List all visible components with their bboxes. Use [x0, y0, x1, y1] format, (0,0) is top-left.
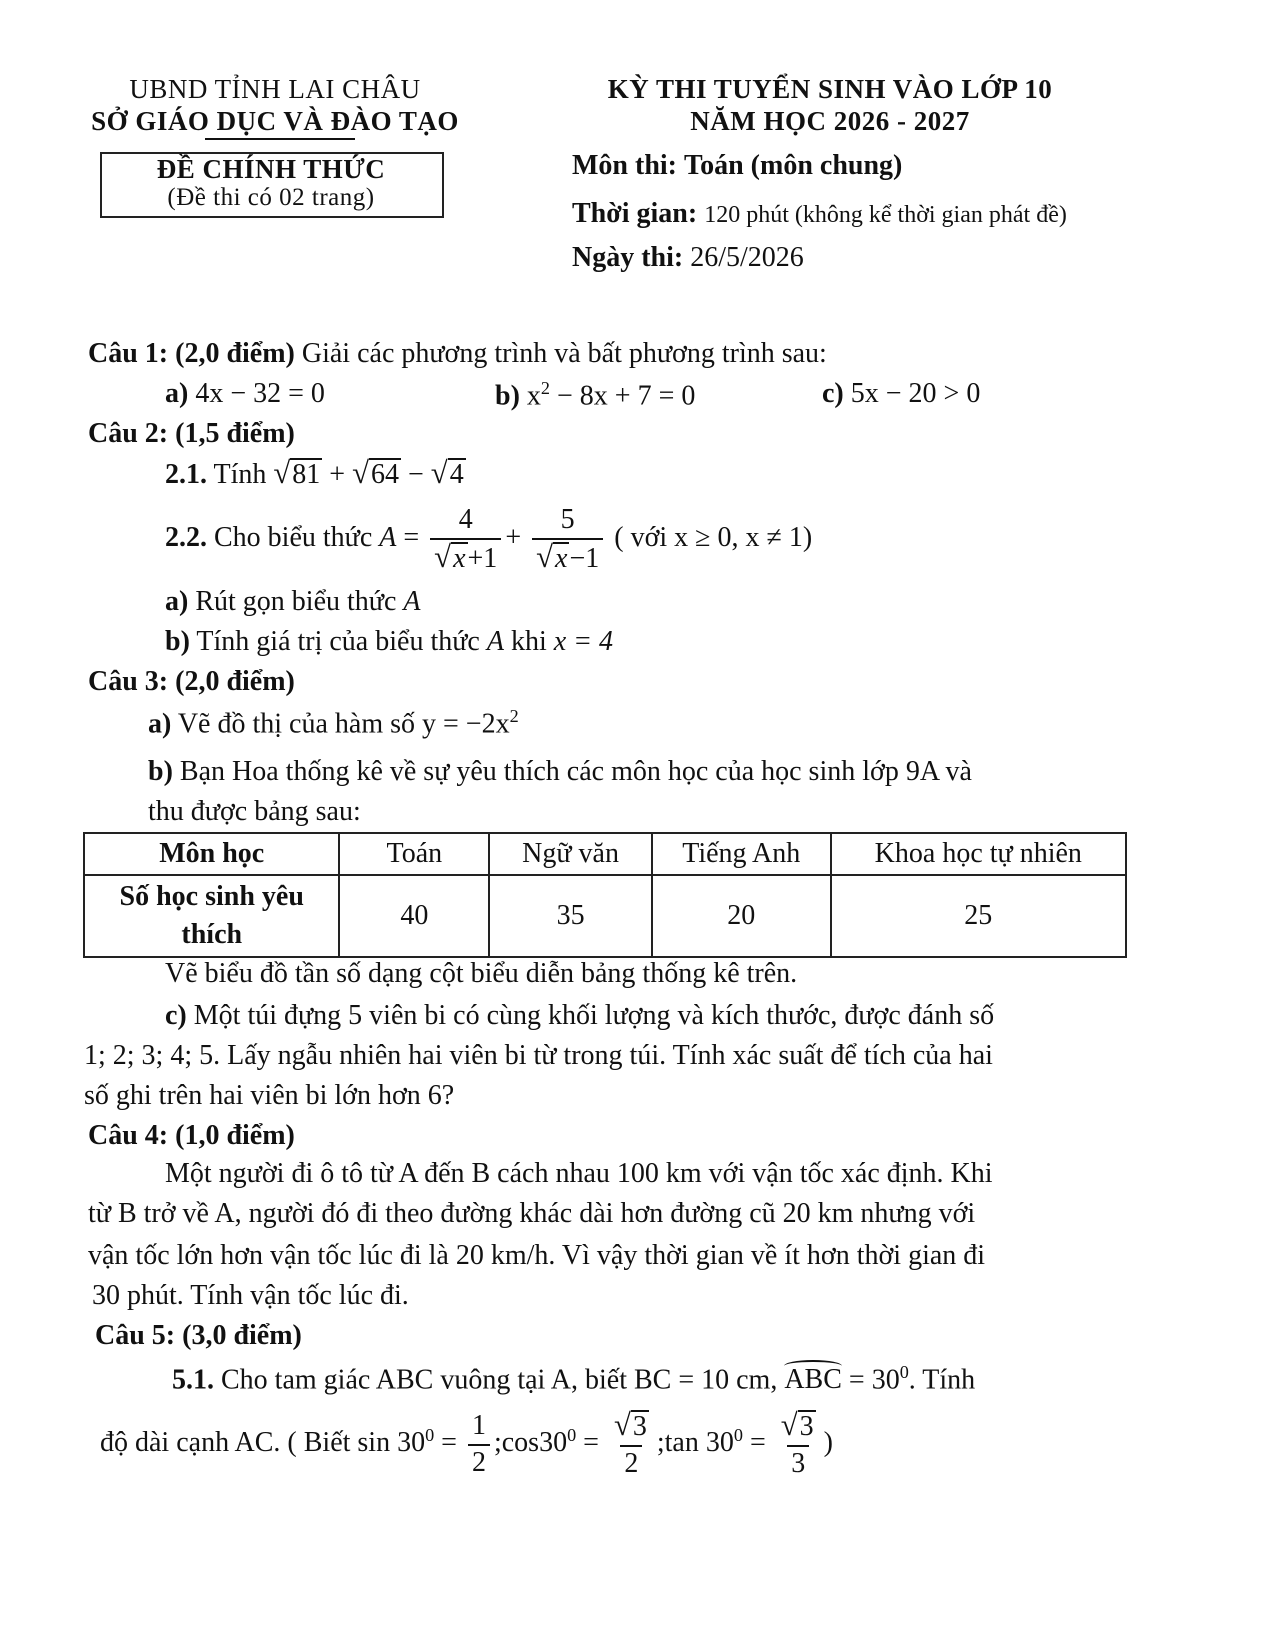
q3-part-c-line1: c) Một túi đựng 5 viên bi có cùng khối lượng và kích thước, được đánh số: [165, 1000, 995, 1031]
q4-line1: Một người đi ô tô từ A đến B cách nhau 100 km với vận tốc xác định. Khi: [165, 1158, 993, 1189]
q2-part-b: b) Tính giá trị của biểu thức A khi x = 4: [165, 626, 614, 657]
school-year: NĂM HỌC 2026 - 2027: [690, 106, 970, 136]
q4-line2: từ B trở về A, người đó đi theo đường khác dài hơn đường cũ 20 km nhưng với: [88, 1198, 976, 1229]
header-cell: Tiếng Anh: [652, 833, 831, 875]
time-value: 120 phút (không kể thời gian phát đề): [704, 202, 1067, 228]
q2-part-a: a) Rút gọn biểu thức A: [165, 586, 421, 617]
value-cell: 20: [652, 875, 831, 957]
angle-abc: ABC: [784, 1364, 842, 1396]
stats-header-row: [84, 833, 1126, 875]
q3-part-c-line2: 1; 2; 3; 4; 5. Lấy ngẫu nhiên hai viên bi từ trong túi. Tính xác suất để tích của hai: [84, 1040, 993, 1071]
q1-part-a: a) 4x − 32 = 0: [165, 378, 325, 409]
header-cell: Khoa học tự nhiên: [831, 833, 1126, 875]
q1-heading: [88, 338, 827, 370]
q3-part-a: a) Vẽ đồ thị của hàm số $y = -2x^2$: [148, 706, 519, 740]
header-cell: Toán: [339, 833, 489, 875]
q3-b-instruction: Vẽ biểu đồ tần số dạng cột biểu diễn bảng thống kê trên.: [165, 958, 798, 989]
subject-line: [572, 150, 902, 182]
row-label-cell: Số học sinh yêu thích: [84, 875, 339, 957]
q3-part-c-line3: số ghi trên hai viên bi lớn hơn 6?: [84, 1080, 455, 1111]
q1-title: Câu 1: (2,0 điểm): [88, 338, 295, 369]
q2-title: Câu 2: (1,5 điểm): [88, 418, 295, 449]
q4-line4: 30 phút. Tính vận tốc lúc đi.: [92, 1280, 409, 1311]
q1-b-rest: − 8x + 7 = 0: [550, 380, 696, 412]
exam-title: KỲ THI TUYỂN SINH VÀO LỚP 10: [607, 74, 1053, 104]
date-value: 26/5/2026: [690, 242, 804, 273]
date-line: [572, 242, 804, 274]
pages-note: (Đề thi có 02 trang): [167, 184, 375, 211]
q1-a-eq: 4x − 32 = 0: [195, 378, 325, 409]
q1-text: Giải các phương trình và bất phương trình sau:: [301, 338, 827, 369]
department-underline: [205, 138, 355, 140]
header-cell: Môn học: [84, 833, 339, 875]
subject-label: Môn thi:: [572, 150, 677, 181]
q3-part-b-line1: b) Bạn Hoa thống kê về sự yêu thích các môn học của học sinh lớp 9A và: [148, 756, 972, 787]
agency-name: UBND TỈNH LAI CHÂU: [129, 74, 421, 104]
q1-c-eq: 5x − 20 > 0: [850, 378, 981, 409]
q1-part-b: b) $x^2 - 8x + 7 = 0$: [495, 378, 696, 412]
date-label: Ngày thi:: [572, 242, 684, 273]
department-name: SỞ GIÁO DỤC VÀ ĐÀO TẠO: [91, 106, 459, 136]
q2-1: 2.1. Tính √ 81 + √ 64 − √ 4: [165, 456, 464, 490]
q4-title: Câu 4: (1,0 điểm): [88, 1120, 295, 1151]
official-label: ĐỀ CHÍNH THỨC: [156, 154, 386, 184]
value-cell: 25: [831, 875, 1126, 957]
q3-part-b-line2: thu được bảng sau:: [148, 796, 361, 827]
q2-2: 2.2. Cho biểu thức A = 4 √ x +1 + 5 √ x −1 ( với x ≥ 0, x ≠ 1): [165, 504, 813, 574]
subject-value: Toán (môn chung): [684, 150, 903, 181]
q5-title: Câu 5: (3,0 điểm): [95, 1320, 302, 1351]
q5-1-line1: 5.1. Cho tam giác ABC vuông tại A, biết BC = 10 cm, ABC = $30^0$. Tính: [172, 1362, 976, 1396]
q3-title: Câu 3: (2,0 điểm): [88, 666, 295, 697]
q5-1-line2: độ dài cạnh AC. ( Biết $\sin 30^0$ = $\frac{1}{2}$ $;\cos 30^0$ = √ 3 2 ;tan $30^0$ = √ 3 3 ): [100, 1408, 833, 1479]
stats-table: [83, 832, 1127, 958]
time-line: [572, 198, 1067, 230]
value-cell: 35: [489, 875, 652, 957]
time-label: Thời gian:: [572, 198, 698, 229]
stats-value-row: [84, 875, 1126, 957]
q4-line3: vận tốc lớn hơn vận tốc lúc đi là 20 km/h. Vì vậy thời gian về ít hơn thời gian đi: [88, 1240, 986, 1271]
header-cell: Ngữ văn: [489, 833, 652, 875]
q2-condition: ( với x ≥ 0, x ≠ 1): [614, 522, 813, 554]
q1-b-base: x: [526, 380, 541, 412]
value-cell: 40: [339, 875, 489, 957]
q1-part-c: c) 5x − 20 > 0: [822, 378, 981, 409]
